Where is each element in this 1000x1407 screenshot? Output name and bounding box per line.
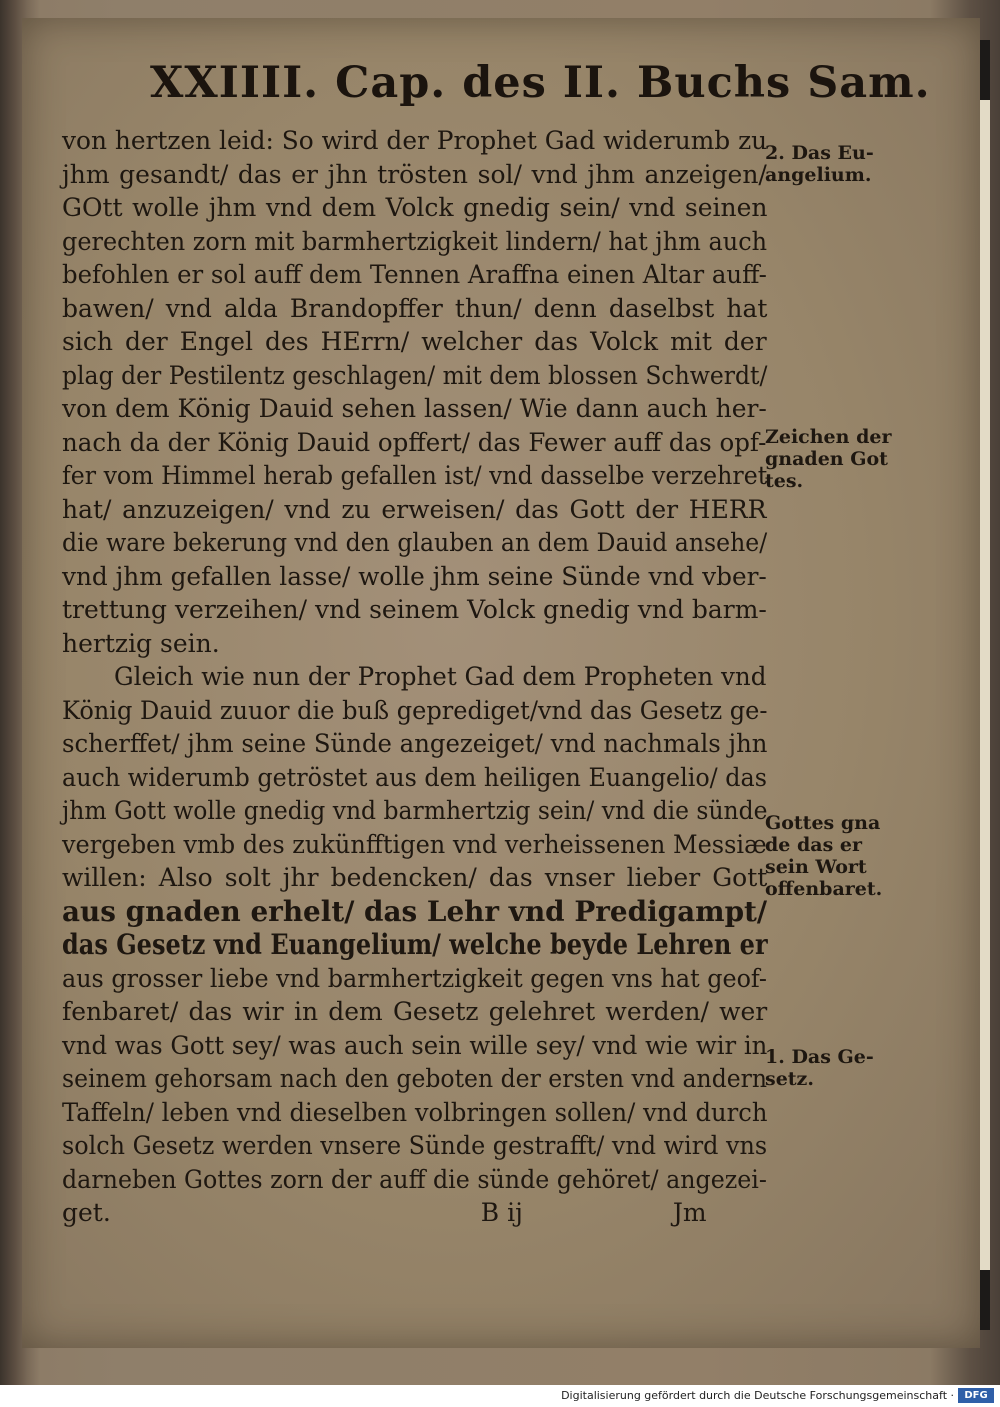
text-line: seinem gehorsam nach den geboten der ersten vnd andern: [62, 1064, 768, 1093]
text-line: jhm gesandt/ das er jhn trösten sol/ vnd jhm anzeigen/: [62, 159, 767, 189]
text-line: willen: Also solt jhr bedencken/ das vnser lieber Gott: [62, 863, 768, 892]
text-line-last: [62, 1196, 767, 1230]
text-line: die ware bekerung vnd den glauben an dem Dauid ansehe/: [62, 528, 768, 557]
text-line: GOtt wolle jhm vnd dem Volck gnedig sein/ vnd seinen: [62, 193, 768, 222]
text-line-emphasis: das Gesetz vnd Euangelium/ welche beyde Lehren er: [62, 928, 768, 961]
margin-note-gesetz: 1. Das Ge- setz.: [765, 1046, 874, 1090]
text-line: König Dauid zuuor die buß geprediget/vnd das Gesetz ge-: [62, 695, 768, 725]
catchword: Jm: [672, 1198, 707, 1227]
text-line: nach da der König Dauid opffert/ das Fewer auff das opf-: [62, 427, 767, 457]
text-line: Taffeln/ leben vnd dieselben volbringen sollen/ vnd durch: [62, 1097, 768, 1127]
text-line: jhm Gott wolle gnedig vnd barmhertzig sein/ vnd die sünde: [62, 796, 768, 825]
text-line: vnd jhm gefallen lasse/ wolle jhm seine Sünde vnd vber-: [62, 561, 767, 591]
ruler-band-1: [980, 40, 990, 100]
text-line: bawen/ vnd alda Brandopffer thun/ denn daselbst hat: [62, 293, 768, 323]
text-line: auch widerumb getröstet aus dem heiligen Euangelio/ das: [62, 762, 767, 792]
text-line: fenbaret/ das wir in dem Gesetz gelehret werden/ wer: [62, 997, 768, 1026]
last-word: get.: [62, 1198, 111, 1227]
color-ruler: [980, 40, 990, 1330]
text-line: hertzig sein.: [62, 628, 220, 658]
text-line: gerechten zorn mit barmhertzigkeit lindern/ hat jhm auch: [62, 226, 768, 256]
funding-credit: Digitalisierung gefördert durch die Deutsche Forschungsgemeinschaft ·: [561, 1389, 954, 1402]
text-line: trettung verzeihen/ vnd seinem Volck gnedig vnd barm-: [62, 595, 767, 624]
text-line: scherffet/ jhm seine Sünde angezeiget/ vnd nachmals jhn: [62, 729, 768, 758]
text-line: sich der Engel des HErrn/ welcher das Volck mit der: [62, 327, 767, 356]
text-line-emphasis: aus gnaden erhelt/ das Lehr vnd Predigampt/: [62, 894, 768, 928]
signature-mark: B ij: [480, 1198, 523, 1227]
text-line: hat/ anzuzeigen/ vnd zu erweisen/ das Gott der HERR: [62, 494, 767, 524]
text-line: von hertzen leid: So wird der Prophet Gad widerumb zu: [62, 126, 768, 155]
margin-note-evangelium: 2. Das Eu- angelium.: [765, 142, 874, 186]
text-line: vnd was Gott sey/ was auch sein wille sey/ vnd wie wir in: [62, 1030, 768, 1060]
body-text: [62, 124, 767, 1230]
text-line: darneben Gottes zorn der auff die sünde gehöret/ angezei-: [62, 1164, 767, 1194]
text-line: vergeben vmb des zukünfftigen vnd verheissenen Messiæ: [62, 829, 767, 859]
text-line: solch Gesetz werden vnsere Sünde gestrafft/ vnd wird vns: [62, 1131, 768, 1160]
text-line: aus grosser liebe vnd barmhertzigkeit gegen vns hat geof-: [62, 963, 767, 993]
margin-note-zeichen: Zeichen der gnaden Got tes.: [765, 426, 892, 492]
dfg-logo: DFG: [958, 1388, 994, 1403]
page-header: XXIIII. Cap. des II. Buchs Sam.: [150, 58, 931, 108]
text-line: Gleich wie nun der Prophet Gad dem Propheten vnd: [114, 662, 767, 691]
text-line: von dem König Dauid sehen lassen/ Wie dann auch her-: [62, 394, 767, 423]
footer-strip: [0, 1385, 1000, 1407]
margin-note-gottes-gnade: Gottes gna de das er sein Wort offenbaret.: [765, 812, 883, 900]
ruler-band-2: [980, 1270, 990, 1330]
text-line: fer vom Himmel herab gefallen ist/ vnd dasselbe verzehret: [62, 461, 768, 490]
text-line: befohlen er sol auff dem Tennen Araffna einen Altar auff-: [62, 260, 767, 289]
text-line: plag der Pestilentz geschlagen/ mit dem blossen Schwerdt/: [62, 360, 768, 390]
